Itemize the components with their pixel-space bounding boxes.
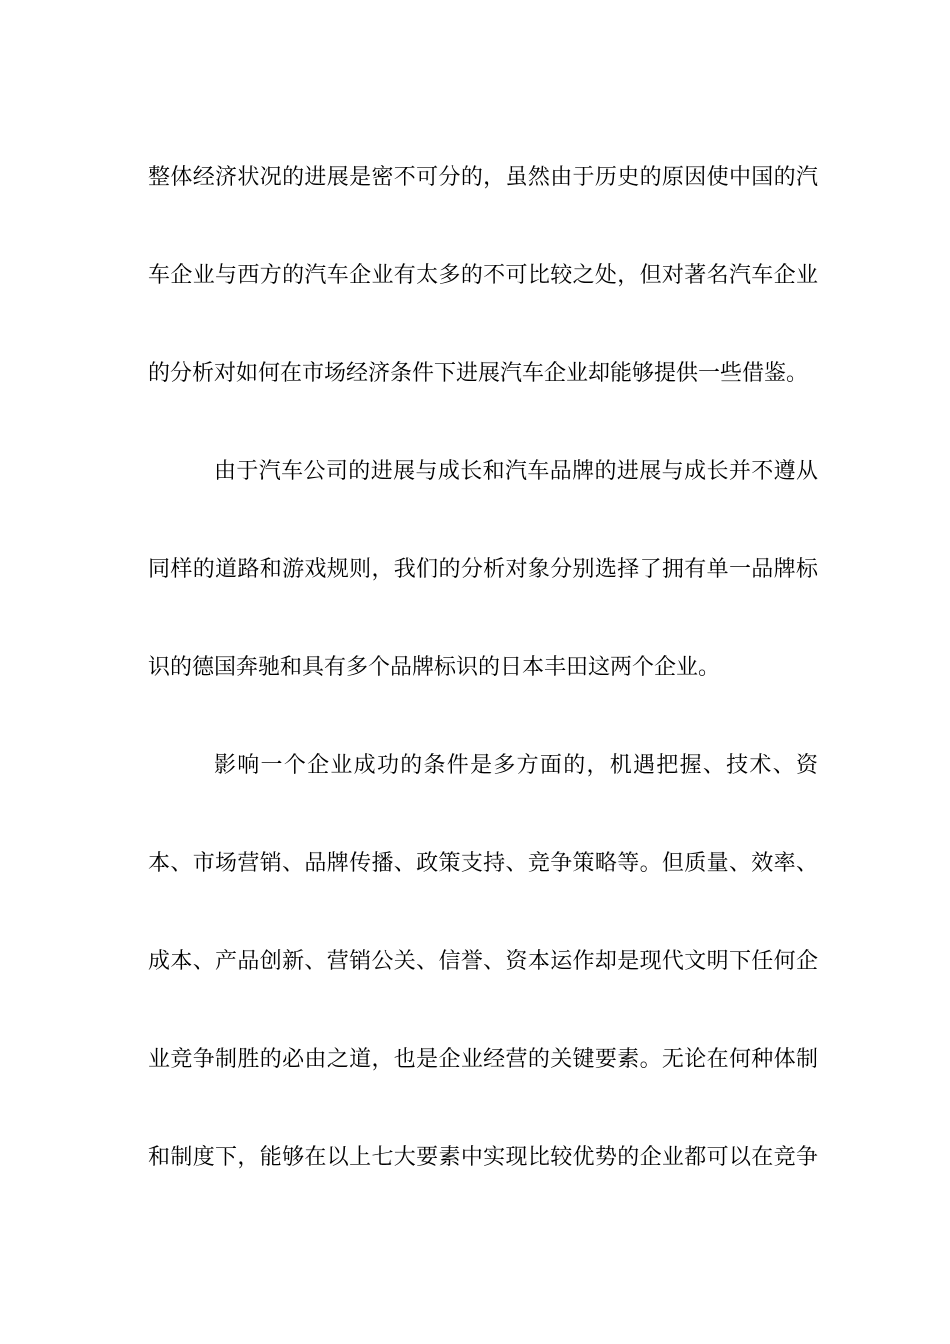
text-line: 影响一个企业成功的条件是多方面的，机遇把握、技术、资: [214, 753, 818, 778]
body-text: [148, 153, 818, 1231]
text-line: 整体经济状况的进展是密不可分的，虽然由于历史的原因使中国的汽: [148, 165, 818, 190]
text-line: 由于汽车公司的进展与成长和汽车品牌的进展与成长并不遵从: [214, 459, 818, 484]
text-line: 和制度下，能够在以上七大要素中实现比较优势的企业都可以在竞争: [148, 1145, 818, 1170]
text-line: 的分析对如何在市场经济条件下进展汽车企业却能够提供一些借鉴。: [148, 361, 809, 386]
text-line: 识的德国奔驰和具有多个品牌标识的日本丰田这两个企业。: [148, 655, 721, 680]
text-line: 业竞争制胜的必由之道，也是企业经营的关键要素。无论在何种体制: [148, 1047, 818, 1072]
text-line: 成本、产品创新、营销公关、信誉、资本运作却是现代文明下任何企: [148, 949, 818, 974]
text-line: 车企业与西方的汽车企业有太多的不可比较之处，但对著名汽车企业: [148, 263, 818, 288]
text-line: 同样的道路和游戏规则，我们的分析对象分别选择了拥有单一品牌标: [148, 557, 818, 582]
text-line: 本、市场营销、品牌传播、政策支持、竞争策略等。但质量、效率、: [148, 851, 818, 876]
